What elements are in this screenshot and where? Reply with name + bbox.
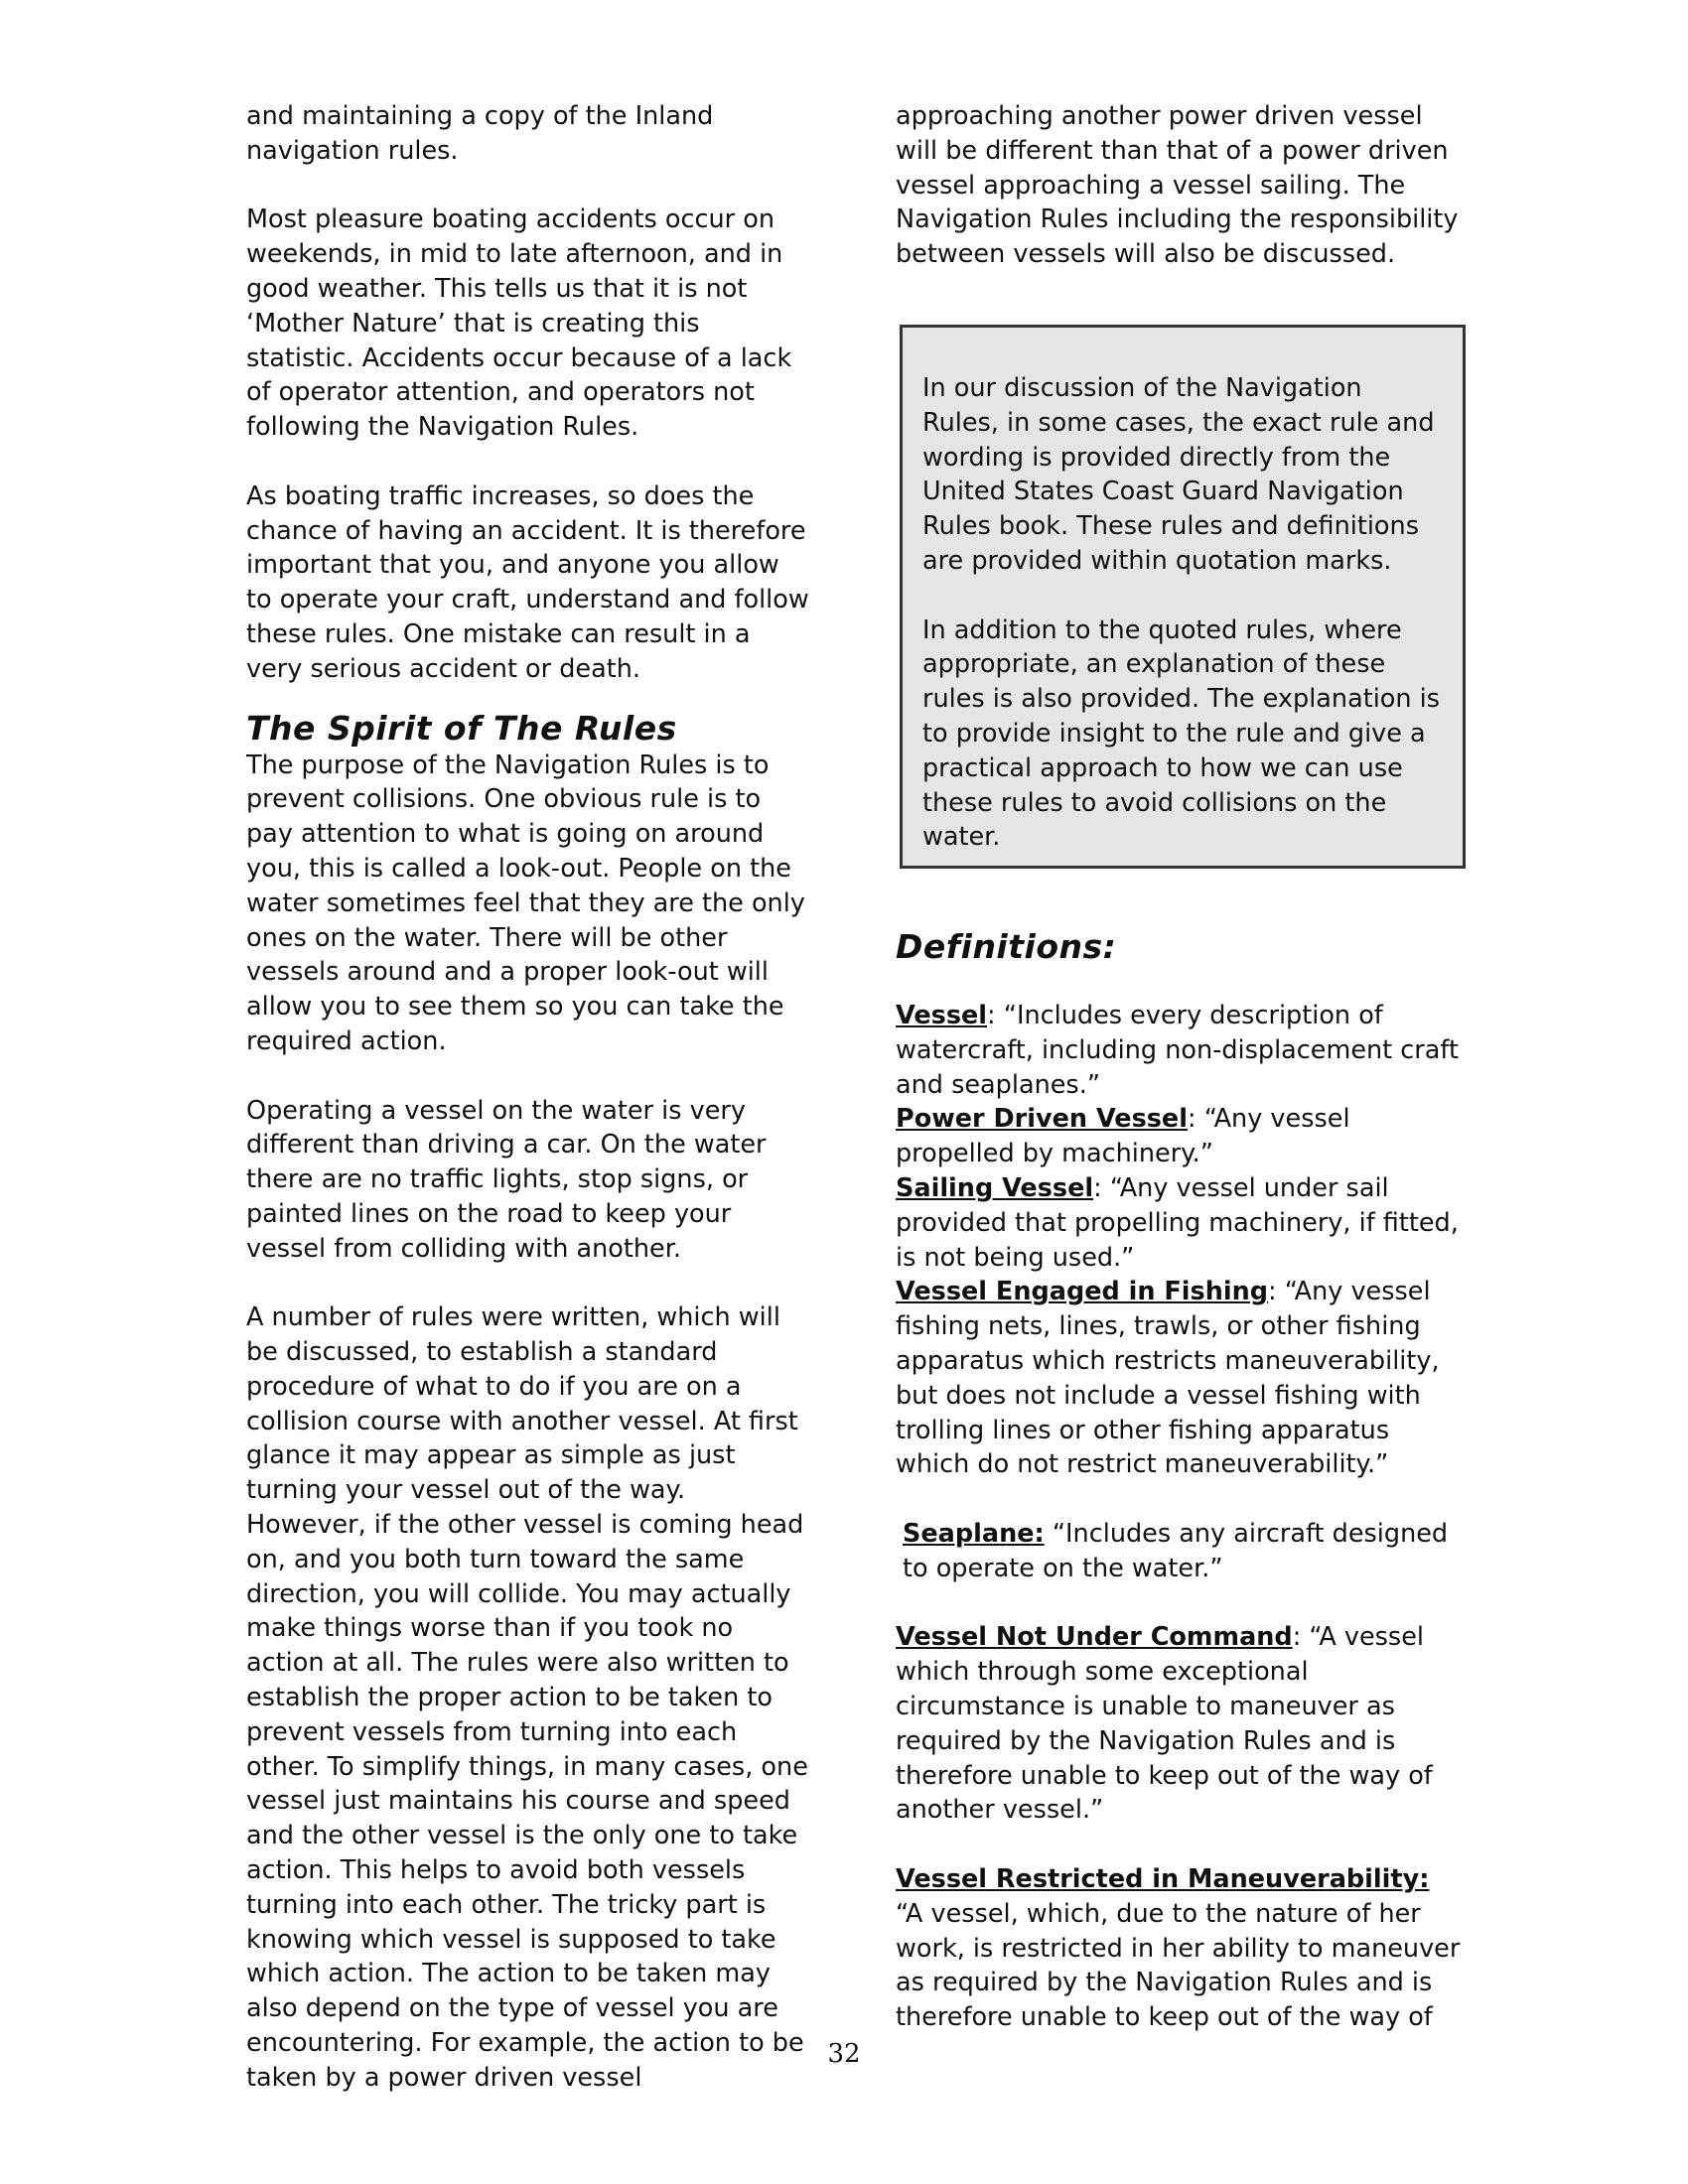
callout-paragraph-1: In our discussion of the Navigation Rules, in some cases, the exact rule and wording is provided directly from the United States Coast Guard Navigation Rules book. These rules and definitions are provided within quotation marks. (922, 373, 1435, 576)
definition-term: Vessel (896, 1001, 988, 1030)
traffic-paragraph: As boating traffic increases, so does the chance of having an accident. It is therefore important that you, and anyone you allow to operate your craft, understand and follow these rules. One mistake can result in a very serious accident or death. (246, 480, 809, 684)
definition-term: Vessel Restricted in Maneuverability: (896, 1863, 1430, 1894)
left-column (246, 99, 812, 2096)
definition-vessel-restricted-term (896, 1862, 1462, 1897)
accidents-paragraph: Most pleasure boating accidents occur on weekends, in mid to late afternoon, and in good weather. This tells us that it is not ‘Mother Nature’ that is creating this statistic. Accidents occur because of a lack of operator attention, and operators not following the Navigation Rules. (246, 205, 792, 443)
definition-term: Vessel Not Under Command (896, 1622, 1293, 1653)
continued-paragraph: approaching another power driven vessel will be different than that of a power driven vessel approaching a vessel sailing. The Navigation Rules including the responsibility between vessels will also be discussed. (896, 101, 1459, 270)
definition-text: “Any vessel fishing nets, lines, trawls, or other fishing apparatus which restricts maneuverability, but does not include a vessel fishing with trolling lines or other fishing apparatus which do not restrict maneuverability.” (896, 1277, 1440, 1480)
definition-term: Power Driven Vessel (896, 1104, 1188, 1135)
definition-text: “Includes every description of watercraft, including non-displacement craft and seaplanes.” (896, 1001, 1459, 1100)
definitions-heading: Definitions: (896, 927, 1117, 966)
definition-text: “Includes any aircraft designed to operate on the water.” (903, 1518, 1449, 1583)
definition-text: “A vessel which through some exceptional circumstance is unable to maneuver as required by the Navigation Rules and is therefore unable to keep out of the way of another vessel.” (896, 1622, 1433, 1826)
definition-vessel-engaged-in-fishing: Vessel Engaged in Fishing: “Any vessel fishing nets, lines, trawls, or other fishing apparatus which restricts maneuverability, but does not include a vessel fishing with trolling lines or other fishing apparatus which do not restrict maneuverability.” (896, 1277, 1440, 1480)
definition-text: “Any vessel propelled by machinery.” (896, 1104, 1350, 1169)
definition-vessel-not-under-command: Vessel Not Under Command: “A vessel which through some exceptional circumstance is unable to maneuver as required by the Navigation Rules and is therefore unable to keep out of the way of another vessel.” (896, 1622, 1433, 1826)
definition-term: Sailing Vessel (896, 1172, 1094, 1203)
right-column (896, 99, 1462, 272)
quoted-rules-callout-box (900, 325, 1466, 869)
callout-paragraph-2: In addition to the quoted rules, where appropriate, an explanation of these rules is also provided. The explanation is to provide insight to the rule and give a practical approach to how we can use these rules to avoid collisions on the water. (922, 614, 1441, 853)
operating-paragraph: Operating a vessel on the water is very different than driving a car. On the water there are no traffic lights, stop signs, or painted lines on the road to keep your vessel from colliding with another. (246, 1095, 767, 1264)
definitions-section (896, 927, 1462, 2035)
definition-sailing-vessel: Sailing Vessel: “Any vessel under sail provided that propelling machinery, if fitted, is not being used.” (896, 1172, 1459, 1273)
definition-vessel-restricted-text: “A vessel, which, due to the nature of her work, is restricted in her ability to maneuver as required by the Navigation Rules and is therefore unable to keep out of the way of (896, 1898, 1461, 2033)
spirit-of-rules-heading: The Spirit of The Rules (246, 708, 677, 748)
definition-vessel: Vessel: “Includes every description of watercraft, including non-displacement craft and seaplanes.” (896, 1001, 1459, 1100)
intro-continued-paragraph: and maintaining a copy of the Inland navigation rules. (246, 101, 714, 166)
purpose-paragraph: The purpose of the Navigation Rules is to prevent collisions. One obvious rule is to pay attention to what is going on around you, this is called a look-out. People on the water sometimes feel that they are the only ones on the water. There will be other vessels around and a proper look-out will allow you to see them so you can take the required action. (246, 750, 805, 1056)
definition-term: Vessel Engaged in Fishing (896, 1277, 1269, 1307)
definition-seaplane (896, 1517, 1462, 1586)
definition-text: “Any vessel under sail provided that propelling machinery, if fitted, is not being used.” (896, 1172, 1459, 1273)
rules-paragraph: A number of rules were written, which will be discussed, to establish a standard procedure of what to do if you are on a collision course with another vessel. At first glance it may appear as simple as just turning your vessel out of the way. However, if the other vessel is coming head on, and you both turn toward the same direction, you will collide. You may actually make things worse than if you took no action at all. The rules were also written to establish the proper action to be taken to prevent vessels from turning into each other. To simplify things, in many cases, one vessel just maintains his course and speed and the other vessel is the only one to take action. This helps to avoid both vessels turning into each other. The tricky part is knowing which vessel is supposed to take which action. The action to be taken may also depend on the type of vessel you are encountering. For example, the action to be taken by a power driven vessel (246, 1302, 808, 2093)
page-number: 32 (827, 2039, 861, 2069)
definition-term: Seaplane: (903, 1518, 1045, 1549)
definition-power-driven-vessel: Power Driven Vessel: “Any vessel propelled by machinery.” (896, 1104, 1350, 1169)
